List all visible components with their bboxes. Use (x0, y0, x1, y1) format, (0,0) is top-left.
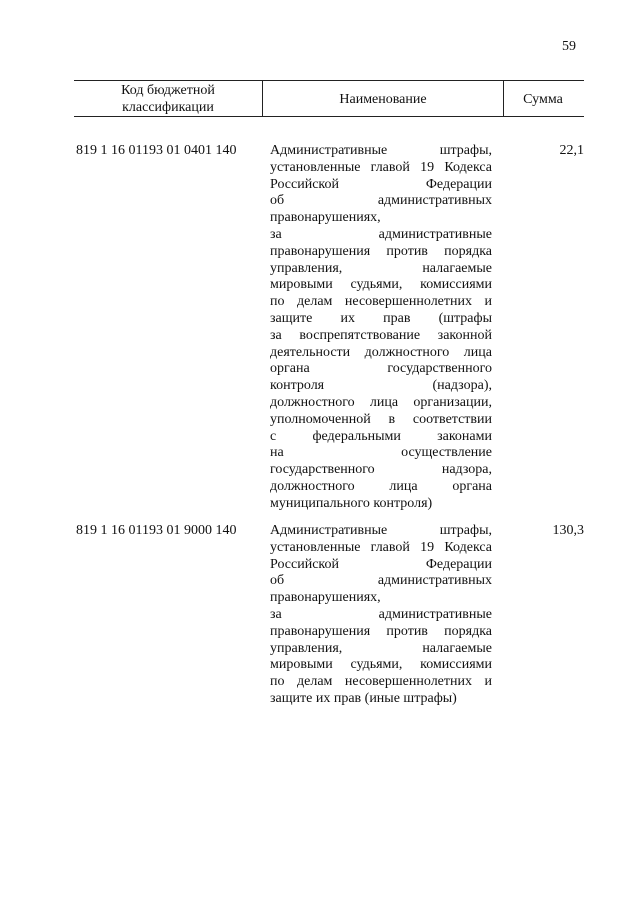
table-header-separator (262, 80, 263, 116)
row-name (270, 143, 492, 513)
row-code: 819 1 16 01193 01 9000 140 (76, 523, 237, 538)
row-name-line: правонарушениях, (270, 210, 381, 226)
row-name-line: установленные главой 19 Кодекса (270, 539, 492, 555)
row-name-line: управления, налагаемые (270, 640, 492, 656)
row-name-line: деятельности должностного лица (270, 344, 492, 360)
row-name-line: Административные штрафы, (270, 143, 492, 158)
row-sum: 130,3 (552, 523, 584, 538)
row-name-line: управления, налагаемые (270, 260, 492, 276)
row-name-line: об административных (270, 573, 492, 589)
row-name-line: правонарушения против порядка (270, 623, 492, 639)
row-name-line: мировыми судьями, комиссиями (270, 657, 492, 673)
row-name-line: муниципального контроля) (270, 495, 433, 511)
row-name-line: государственного надзора, (270, 462, 492, 478)
row-name-line: с федеральными законами (270, 428, 492, 444)
row-name-line: установленные главой 19 Кодекса (270, 159, 492, 175)
header-code: Код бюджетной классификации (121, 83, 215, 115)
row-name-line: Административные штрафы, (270, 523, 492, 538)
row-name-line: за административные (270, 606, 492, 622)
row-name-line: Российской Федерации (270, 176, 492, 192)
row-name (270, 523, 492, 708)
row-name-line: контроля (надзора), (270, 378, 492, 394)
page-number: 59 (562, 39, 576, 54)
row-name-line: уполномоченной в соответствии (270, 411, 492, 427)
row-name-line: защите их прав (штрафы (270, 310, 492, 326)
row-name-line: мировыми судьями, комиссиями (270, 277, 492, 293)
row-name-line: должностного лица организации, (270, 394, 492, 410)
row-name-line: правонарушениях, (270, 590, 381, 606)
row-name-line: защите их прав (иные штрафы) (270, 690, 457, 706)
row-code: 819 1 16 01193 01 0401 140 (76, 143, 237, 158)
row-name-line: за административные (270, 226, 492, 242)
row-name-line: за воспрепятствование законной (270, 327, 492, 343)
table-header-separator (503, 80, 504, 116)
row-name-line: об административных (270, 193, 492, 209)
row-name-line: правонарушения против порядка (270, 243, 492, 259)
table-header-bottom-rule (74, 116, 584, 117)
row-name-line: Российской Федерации (270, 556, 492, 572)
row-name-line: органа государственного (270, 361, 492, 377)
row-name-line: по делам несовершеннолетних и (270, 294, 492, 310)
row-sum: 22,1 (559, 143, 584, 158)
row-name-line: должностного лица органа (270, 478, 492, 494)
row-name-line: на осуществление (270, 445, 492, 461)
header-sum: Сумма (523, 92, 563, 107)
row-name-line: по делам несовершеннолетних и (270, 674, 492, 690)
header-name: Наименование (339, 92, 427, 107)
table-header-top-rule (74, 80, 584, 81)
